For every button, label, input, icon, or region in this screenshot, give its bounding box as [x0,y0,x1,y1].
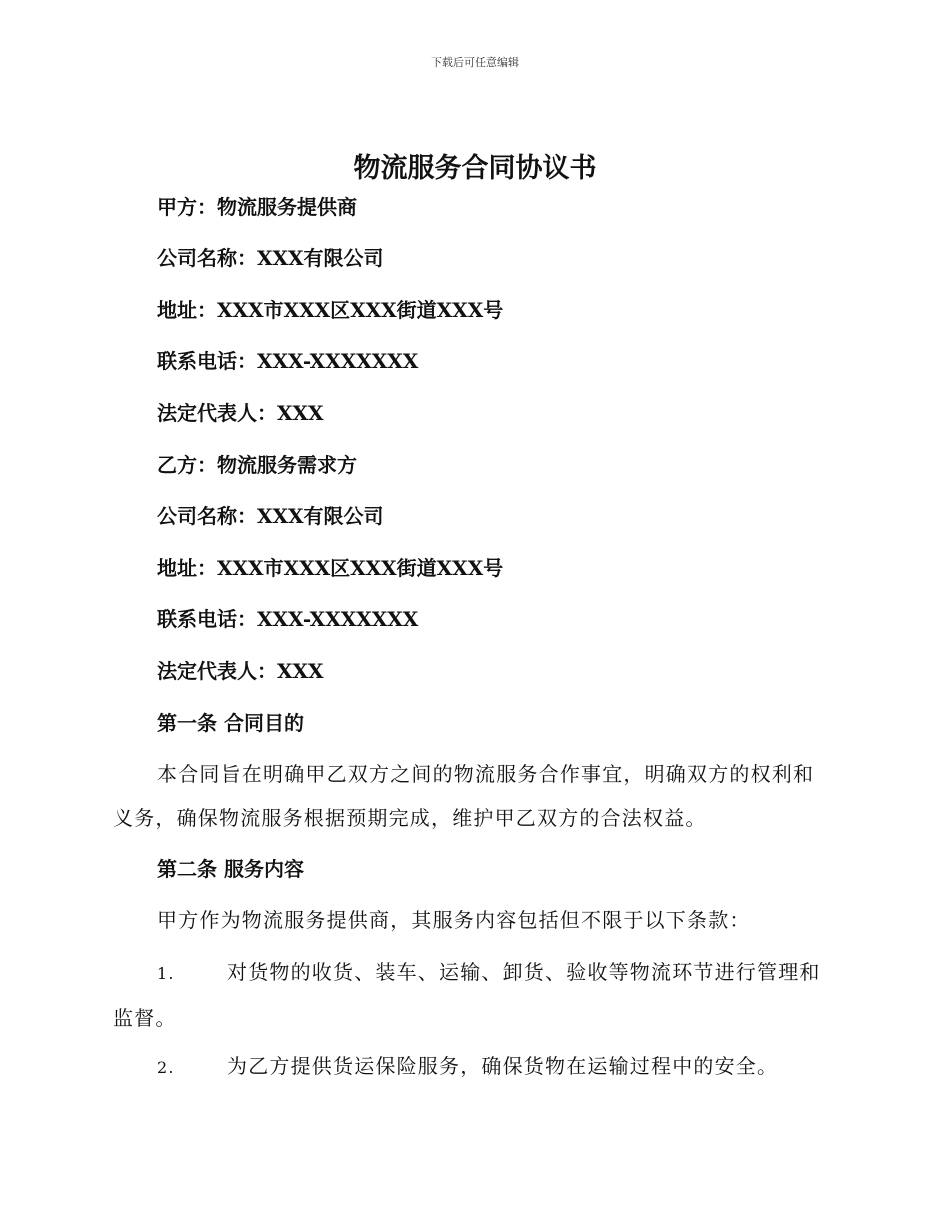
page-header-note: 下载后可任意编辑 [431,56,519,69]
party-a-company: 公司名称：XXX有限公司 [157,246,384,270]
party-b-phone: 联系电话：XXX-XXXXXXX [157,607,419,631]
party-b-company: 公司名称：XXX有限公司 [157,504,384,528]
article-1-body [113,752,835,840]
list-item-text: 对货物的收货、装车、运输、卸货、验收等物流环节进行管理和 [227,960,821,984]
party-a-phone: 联系电话：XXX-XXXXXXX [157,349,419,373]
article-2-intro [113,898,835,942]
list-item-number: 1. [157,964,175,983]
article-1-heading: 第一条 合同目的 [157,711,304,735]
party-a-representative: 法定代表人：XXX [157,401,324,425]
document-title: 物流服务合同协议书 [353,153,597,184]
party-a-heading: 甲方：物流服务提供商 [157,195,357,219]
list-item-text-continued: 监督。 [113,1006,177,1030]
party-b-representative: 法定代表人：XXX [157,659,324,683]
article-2-heading: 第二条 服务内容 [157,857,304,881]
article-1-body-line-2: 义务，确保物流服务根据预期完成，维护甲乙双方的合法权益。 [113,806,707,830]
list-item [113,1044,835,1090]
article-2-intro-text: 甲方作为物流服务提供商，其服务内容包括但不限于以下条款： [157,908,751,932]
list-item [113,950,835,1040]
article-1-body-line-1: 本合同旨在明确甲乙双方之间的物流服务合作事宜，明确双方的权利和 [157,762,815,786]
list-item-number: 2. [157,1058,175,1077]
list-item-text: 为乙方提供货运保险服务，确保货物在运输过程中的安全。 [227,1054,779,1078]
party-b-heading: 乙方：物流服务需求方 [157,453,357,477]
party-b-address: 地址：XXX市XXX区XXX街道XXX号 [157,556,504,580]
party-a-address: 地址：XXX市XXX区XXX街道XXX号 [157,298,504,322]
